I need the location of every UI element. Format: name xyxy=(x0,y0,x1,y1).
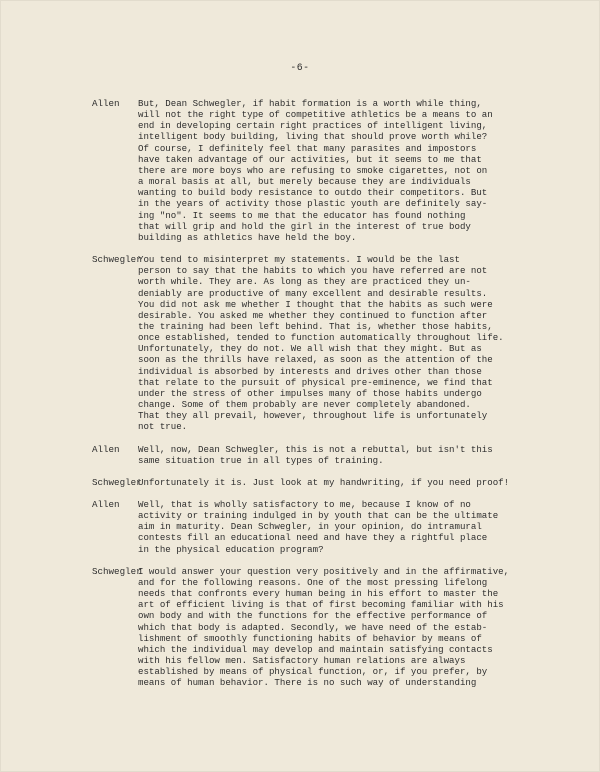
speech-line: Of course, I definitely feel that many parasites and impostors xyxy=(138,142,477,154)
speech-text xyxy=(138,566,532,689)
speech-line: that relate to the pursuit of physical pre-eminence, we find that xyxy=(138,376,493,388)
speech-line: art of efficient living is that of first becoming familiar with his xyxy=(138,599,504,611)
dialogue-entry xyxy=(92,499,532,555)
speech-line: aim in maturity. Dean Schwegler, in your opinion, do intramural xyxy=(138,521,482,533)
speech-text xyxy=(138,499,532,555)
speech-line: and for the following reasons. One of the most pressing lifelong xyxy=(138,576,488,588)
dialogue-entry xyxy=(92,444,532,466)
page-number: -6- xyxy=(290,62,310,73)
speech-text xyxy=(138,477,532,488)
speaker-name: Schwegler xyxy=(92,476,142,488)
speech-line: which that body is adapted. Secondly, we have need of the estab- xyxy=(138,621,488,633)
speech-line: building as athletics have held the boy. xyxy=(138,231,357,243)
speech-line: But, Dean Schwegler, if habit formation is a worth while thing, xyxy=(138,98,482,109)
speech-line: Well, that is wholly satisfactory to me, because I know of no xyxy=(138,499,471,510)
speech-text xyxy=(138,444,532,466)
speaker-name: Schwegler xyxy=(92,565,142,577)
speech-text xyxy=(138,254,532,433)
speech-text xyxy=(138,98,532,243)
speech-line: Well, now, Dean Schwegler, this is not a rebuttal, but isn't this xyxy=(138,443,493,455)
speech-line: person to say that the habits to which you have referred are not xyxy=(138,265,488,277)
speech-line: means of human behavior. There is no such way of understanding xyxy=(138,677,477,689)
speech-line: will not the right type of competitive athletics be a means to an xyxy=(138,109,493,121)
speech-line: that will grip and hold the girl in the interest of true body xyxy=(138,220,471,232)
speech-line: established by means of physical function, or, if you prefer, by xyxy=(138,666,488,678)
speech-line: intelligent body building, living that should prove worth while? xyxy=(138,131,488,143)
speech-line: in the years of activity those plastic youth are definitely say- xyxy=(138,198,488,210)
speech-line: own body and with the functions for the effective performance of xyxy=(138,610,488,622)
speech-line: end in developing certain right practices of intelligent living, xyxy=(138,120,488,132)
speech-line: individual is absorbed by interests and drives other than those xyxy=(138,365,482,377)
dialogue-entry xyxy=(92,477,532,488)
speech-line: same situation true in all types of training. xyxy=(138,454,384,466)
speech-line: once established, tended to function automatically throughout life. xyxy=(138,332,504,344)
dialogue-entry xyxy=(92,98,532,243)
speech-line: contests fill an educational need and have they a rightful place xyxy=(138,532,488,544)
speech-line: You tend to misinterpret my statements. I would be the last xyxy=(138,254,460,266)
speech-line: with his fellow men. Satisfactory human relations are always xyxy=(138,655,466,667)
speaker-name: Allen xyxy=(92,499,120,510)
speech-line: not true. xyxy=(138,421,188,433)
speaker-name: Schwegler xyxy=(92,254,142,266)
dialogue-entry xyxy=(92,566,532,689)
dialogue-transcript xyxy=(92,98,532,689)
speech-line: worth while. They are. As long as they are practiced they un- xyxy=(138,276,471,288)
speech-line: change. Some of them probably are never completely abandoned. xyxy=(138,399,471,411)
speech-line: under the stress of other impulses many of those habits undergo xyxy=(138,387,482,399)
speaker-name: Allen xyxy=(92,98,120,109)
speech-line: a moral basis at all, but merely because they are individuals xyxy=(138,176,471,188)
speech-line: there are more boys who are refusing to smoke cigarettes, not on xyxy=(138,164,488,176)
dialogue-entry xyxy=(92,254,532,433)
speech-line: Unfortunately, they do not. We all wish that they might. But as xyxy=(138,343,482,355)
speech-line: the training had been left behind. That is, whether those habits, xyxy=(138,320,493,332)
speech-line: You did not ask me whether I thought that the habits as such were xyxy=(138,298,493,310)
speech-line: lishment of smoothly functioning habits of behavior by means of xyxy=(138,632,482,644)
speech-line: wanting to build body resistance to outdo their competitors. But xyxy=(138,187,488,199)
speech-line: That they all prevail, however, throughout life is unfortunately xyxy=(138,410,488,422)
speech-line: needs that confronts every human being in his effort to master the xyxy=(138,588,499,600)
speech-line: in the physical education program? xyxy=(138,543,324,555)
speech-line: desirable. You asked me whether they continued to function after xyxy=(138,309,488,321)
speech-line: Unfortunately it is. Just look at my handwriting, if you need proof! xyxy=(138,476,510,488)
speech-line: soon as the thrills have relaxed, as soon as the attention of the xyxy=(138,354,493,366)
speech-line: ing "no". It seems to me that the educator has found nothing xyxy=(138,209,466,221)
speech-line: have taken advantage of our activities, but it seems to me that xyxy=(138,153,482,165)
speech-line: deniably are productive of many excellent and desirable results. xyxy=(138,287,488,299)
speaker-name: Allen xyxy=(92,443,120,455)
speech-line: activity or training indulged in by youth that can be the ultimate xyxy=(138,510,499,522)
speech-line: I would answer your question very positively and in the affirmative, xyxy=(138,565,510,577)
speech-line: which the individual may develop and maintain satisfying contacts xyxy=(138,643,493,655)
